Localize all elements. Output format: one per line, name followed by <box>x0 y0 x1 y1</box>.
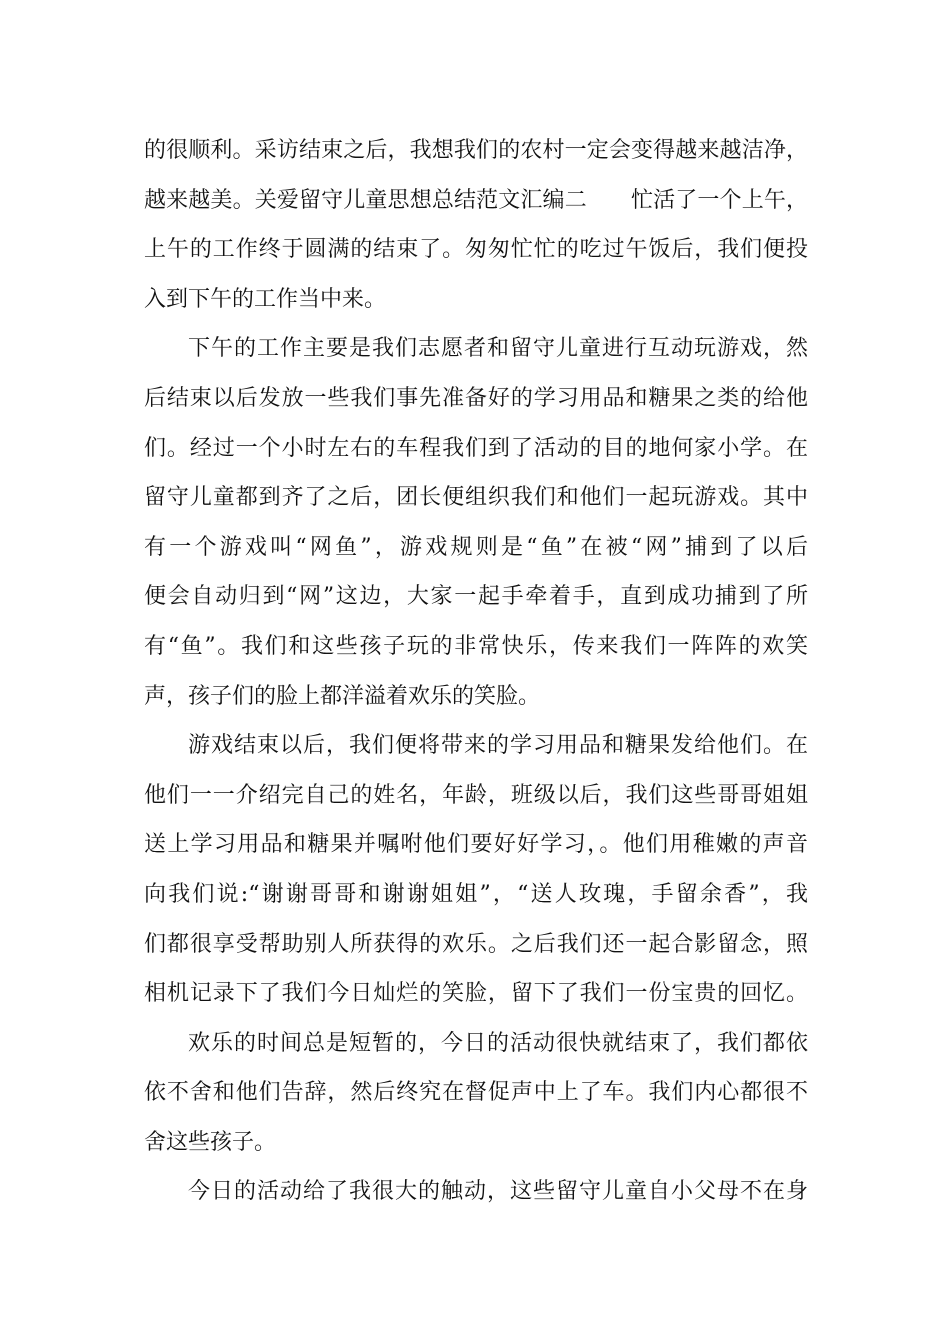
text-line: 送上学习用品和糖果并嘱咐他们要好好学习，。他们用稚嫩的声音 <box>144 832 808 858</box>
text-line: 舍这些孩子。 <box>144 1129 277 1155</box>
text-segment: 越来越美。关爱留守儿童思想总结范文汇编二 <box>144 187 587 213</box>
text-line <box>144 176 808 226</box>
text-line: 有“鱼”。我们和这些孩子玩的非常快乐，传来我们一阵阵的欢笑 <box>144 633 808 659</box>
text-line: 有一个游戏叫“网鱼”，游戏规则是“鱼”在被“网”捕到了以后 <box>144 534 808 560</box>
text-line: 的很顺利。采访结束之后，我想我们的农村一定会变得越来越洁净， <box>144 138 808 163</box>
text-line: 向我们说:“谢谢哥哥和谢谢姐姐”，“送人玫瑰，手留余香”，我 <box>144 881 808 907</box>
text-line: 入到下午的工作当中来。 <box>144 286 387 312</box>
text-line: 他们一一介绍完自己的姓名，年龄，班级以后，我们这些哥哥姐姐 <box>144 782 808 808</box>
text-line: 后结束以后发放一些我们事先准备好的学习用品和糖果之类的给他 <box>144 385 808 411</box>
text-line: 留守儿童都到齐了之后，团长便组织我们和他们一起玩游戏。其中 <box>144 485 808 511</box>
text-line: 便会自动归到“网”这边，大家一起手牵着手，直到成功捕到了所 <box>144 584 808 610</box>
text-line: 欢乐的时间总是短暂的，今日的活动很快就结束了，我们都依 <box>188 1030 808 1056</box>
document-body <box>144 126 808 1217</box>
text-line: 声，孩子们的脸上都洋溢着欢乐的笑脸。 <box>144 683 541 709</box>
text-line: 相机记录下了我们今日灿烂的笑脸，留下了我们一份宝贵的回忆。 <box>144 981 808 1007</box>
text-line: 下午的工作主要是我们志愿者和留守儿童进行互动玩游戏，然 <box>188 336 808 362</box>
text-segment: 忙活了一个上午， <box>630 187 808 213</box>
text-line: 上午的工作终于圆满的结束了。匆匆忙忙的吃过午饭后，我们便投 <box>144 237 808 263</box>
text-line: 们。经过一个小时左右的车程我们到了活动的目的地何家小学。在 <box>144 435 808 461</box>
text-line: 今日的活动给了我很大的触动，这些留守儿童自小父母不在身 <box>188 1179 808 1205</box>
text-line: 们都很享受帮助别人所获得的欢乐。之后我们还一起合影留念，照 <box>144 931 808 957</box>
text-line: 依不舍和他们告辞，然后终究在督促声中上了车。我们内心都很不 <box>144 1080 808 1106</box>
text-line: 游戏结束以后，我们便将带来的学习用品和糖果发给他们。在 <box>188 733 808 759</box>
